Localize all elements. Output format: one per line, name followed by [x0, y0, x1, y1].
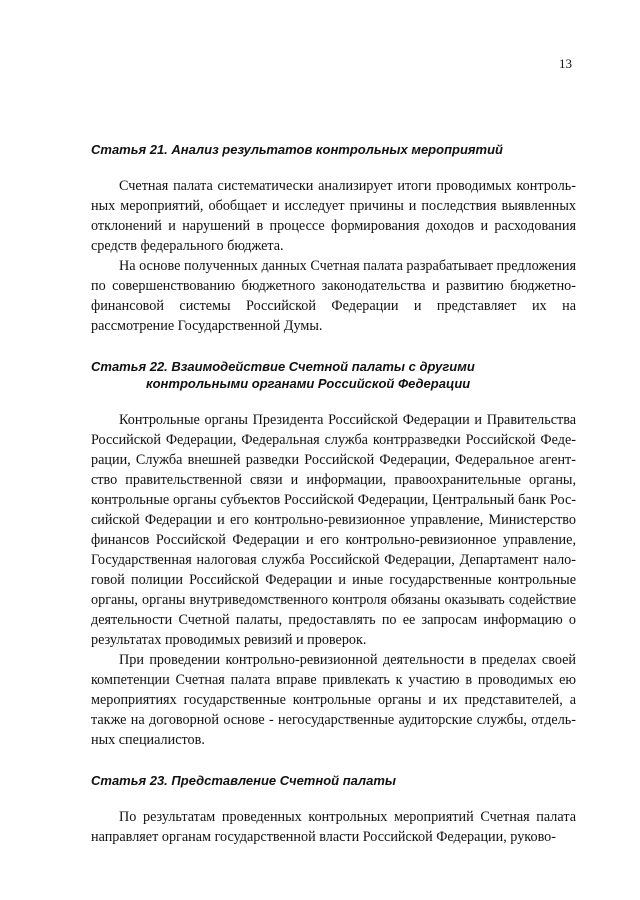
article-22-heading-line-1: Статья 22. Взаимодействие Счетной палаты с другими	[91, 359, 475, 374]
article-21-paragraph-2: На основе полученных данных Счетная палата разрабатывает предложения по совершенствованию бюджетного законодательства и развитию бюджетно-финансовой системы Российской Федерации и представляет их на рассмотрение Государственной Думы.	[91, 258, 577, 334]
page-number: 13	[559, 56, 572, 71]
article-22-paragraph-1: Контрольные органы Президента Российской Федерации и Правительства Российской Федерации, Федеральная служба контрразведки Российской Федерации, Служба внешней разведки Российской Федерации, Федеральное агентство правительственной связи и информации, правоохранительные органы, контрольные органы субъектов Российской Федерации, Центральный банк Российской Федерации и его контрольно-ревизионное управление, Министерство финансов Российской Федерации и его контрольно-ревизионное управление, Государственная налоговая служба Российской Федерации, Департамент налоговой полиции Российской Федерации и иные государственные контрольные органы, органы внутриведомственного контроля обязаны оказывать содействие деятельности Счетной палаты, предоставлять по ее запросам информацию о результатах проводимых ревизий и проверок.	[91, 412, 576, 648]
article-21	[91, 141, 576, 336]
article-23-heading: Статья 23. Представление Счетной палаты	[91, 773, 397, 788]
article-21-heading: Статья 21. Анализ результатов контрольных мероприятий	[91, 142, 503, 157]
article-22-heading-line-2: контрольными органами Российской Федерации	[146, 376, 471, 391]
page-content	[91, 141, 576, 847]
article-23-paragraph-1: По результатам проведенных контрольных мероприятий Счетная палата направляет органам государственной власти Российской Федерации, руково-	[91, 809, 576, 845]
article-22-heading	[91, 358, 576, 392]
article-23	[91, 772, 576, 847]
article-21-paragraph-1: Счетная палата систематически анализирует итоги проводимых контрольных мероприятий, обобщает и исследует причины и последствия выявленных отклонений и нарушений в процессе формирования доходов и расходования средств федерального бюджета.	[91, 178, 576, 254]
article-22	[91, 358, 576, 750]
article-22-paragraph-2: При проведении контрольно-ревизионной деятельности в пределах своей компетенции Счетная палата вправе привлекать к участию в проводимых ею мероприятиях государственные контрольные органы и их представителей, а также на договорной основе - негосударственные аудиторские службы, отдельных специалистов.	[91, 652, 576, 748]
